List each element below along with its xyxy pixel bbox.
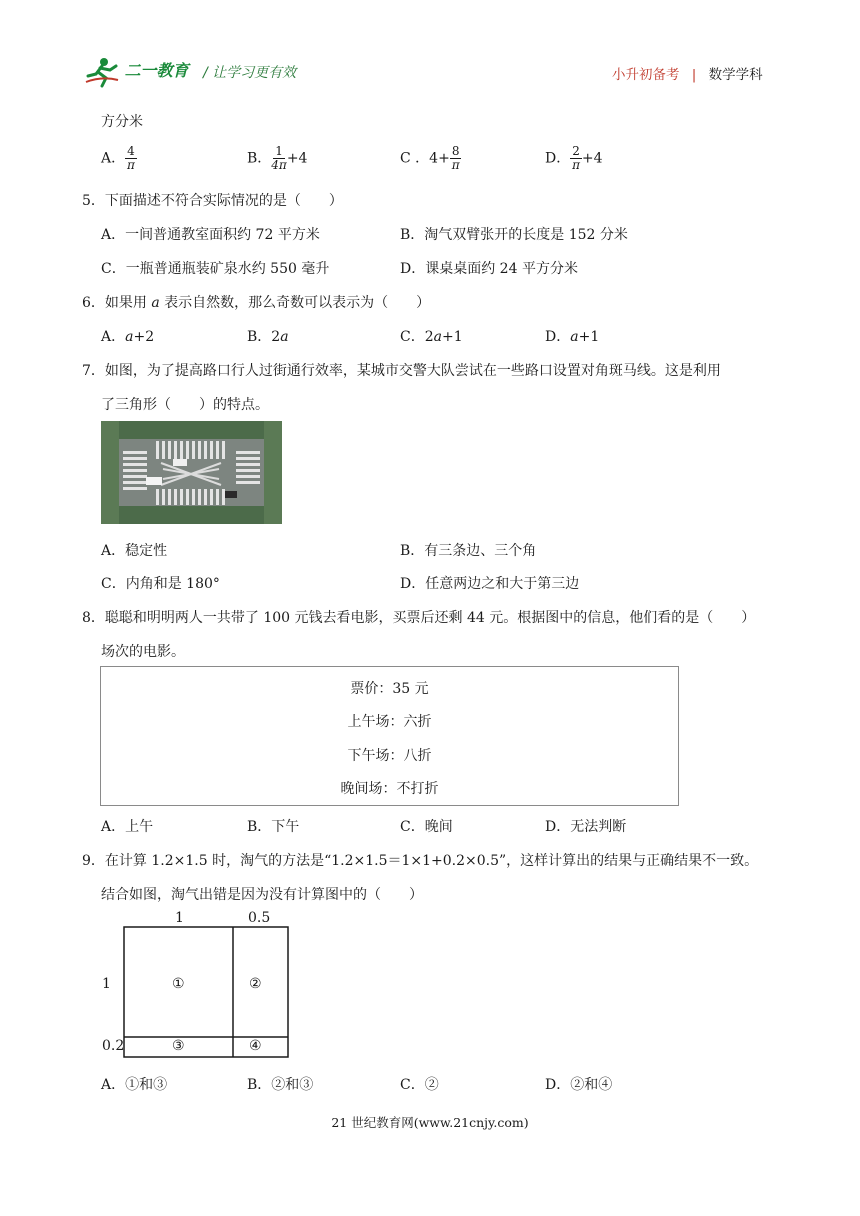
q5-option-d: D．课桌桌面约 24 平方分米 — [400, 261, 578, 277]
q9-option-d: D．②和④ — [545, 1077, 613, 1093]
runner-logo-icon — [84, 56, 120, 88]
q8-option-b: B．下午 — [247, 819, 300, 835]
region-3-label: ③ — [172, 1038, 185, 1054]
q8-option-c: C．晚间 — [400, 819, 453, 835]
diagram-top-label-1: 1 — [175, 910, 184, 926]
q4-option-c: C ．4+ $\frac{8}{\pi}$ — [400, 144, 460, 172]
region-1-label: ① — [172, 976, 185, 992]
ticket-morning: 上午场：六折 — [347, 714, 432, 730]
brand-name: 二一教育 — [124, 61, 189, 80]
q4-tail: 方分米 — [101, 114, 143, 130]
q6-option-b: B．2a — [247, 329, 289, 345]
q7-stem-line2: 了三角形（ ）的特点。 — [101, 397, 269, 413]
q7-option-c: C．内角和是 180° — [101, 576, 220, 592]
q4-option-b: B． $\frac{1}{4\pi}$ +4 — [247, 144, 308, 172]
q9-stem-line1: 9．在计算 1.2×1.5 时，淘气的方法是“1.2×1.5＝1×1+0.2×0.5”，这样计算出的结果与正确结果不一致。 — [82, 853, 759, 869]
q9-option-a: A．①和③ — [101, 1077, 168, 1093]
q7-option-a: A．稳定性 — [101, 543, 168, 559]
q6-option-d: D．a+1 — [545, 329, 600, 345]
ticket-evening: 晚间场：不打折 — [340, 781, 439, 797]
region-2-label: ② — [249, 976, 262, 992]
q5-option-b: B．淘气双臂张开的长度是 152 分米 — [400, 227, 628, 243]
header-logo — [84, 56, 188, 88]
q7-option-b: B．有三条边、三个角 — [400, 543, 537, 559]
q6-option-c: C．2a+1 — [400, 329, 463, 345]
header-separator: | — [691, 67, 697, 83]
q8-option-d: D．无法判断 — [545, 819, 627, 835]
header-category: 小升初备考 — [612, 67, 680, 83]
header-slogan: / 让学习更有效 — [203, 65, 297, 81]
q4-option-a: A． $\frac{4}{\pi}$ — [101, 144, 135, 172]
q8-stem-line2: 场次的电影。 — [101, 644, 185, 660]
q9-option-c: C．② — [400, 1077, 439, 1093]
diagram-top-label-05: 0.5 — [248, 910, 271, 926]
diagram-left-label-02: 0.2 — [102, 1038, 125, 1054]
q5-option-c: C．一瓶普通瓶装矿泉水约 550 毫升 — [101, 261, 330, 277]
region-4-label: ④ — [249, 1038, 262, 1054]
ticket-info-box — [100, 666, 679, 806]
q8-stem-line1: 8．聪聪和明明两人一共带了 100 元钱去看电影，买票后还剩 44 元。根据图中的信息，他们看的是（ ） — [82, 610, 756, 626]
q9-option-b: B．②和③ — [247, 1077, 314, 1093]
q5-stem: 5．下面描述不符合实际情况的是（ ） — [82, 193, 343, 209]
q7-option-d: D．任意两边之和大于第三边 — [400, 576, 580, 592]
ticket-afternoon: 下午场：八折 — [347, 748, 432, 764]
ticket-price: 票价：35 元 — [350, 681, 429, 697]
page-footer: 21 世纪教育网(www.21cnjy.com) — [331, 1115, 529, 1130]
header-subject-name: 数学学科 — [708, 67, 763, 83]
q6-stem: 6．如果用 a 表示自然数，那么奇数可以表示为（ ） — [82, 295, 431, 311]
diagram-left-label-1: 1 — [102, 976, 111, 992]
q7-stem-line1: 7．如图，为了提高路口行人过街通行效率，某城市交警大队尝试在一些路口设置对角斑马线。这是利用 — [82, 363, 721, 379]
q4-option-d: D． $\frac{2}{\pi}$ +4 — [545, 144, 603, 172]
q9-stem-line2: 结合如图，淘气出错是因为没有计算图中的（ ） — [101, 887, 423, 903]
q8-option-a: A．上午 — [101, 819, 154, 835]
q5-option-a: A．一间普通教室面积约 72 平方米 — [101, 227, 320, 243]
crosswalk-photo — [101, 421, 282, 524]
header-subject — [612, 63, 763, 83]
area-diagram — [100, 908, 300, 1060]
q6-option-a: A．a+2 — [101, 329, 155, 345]
